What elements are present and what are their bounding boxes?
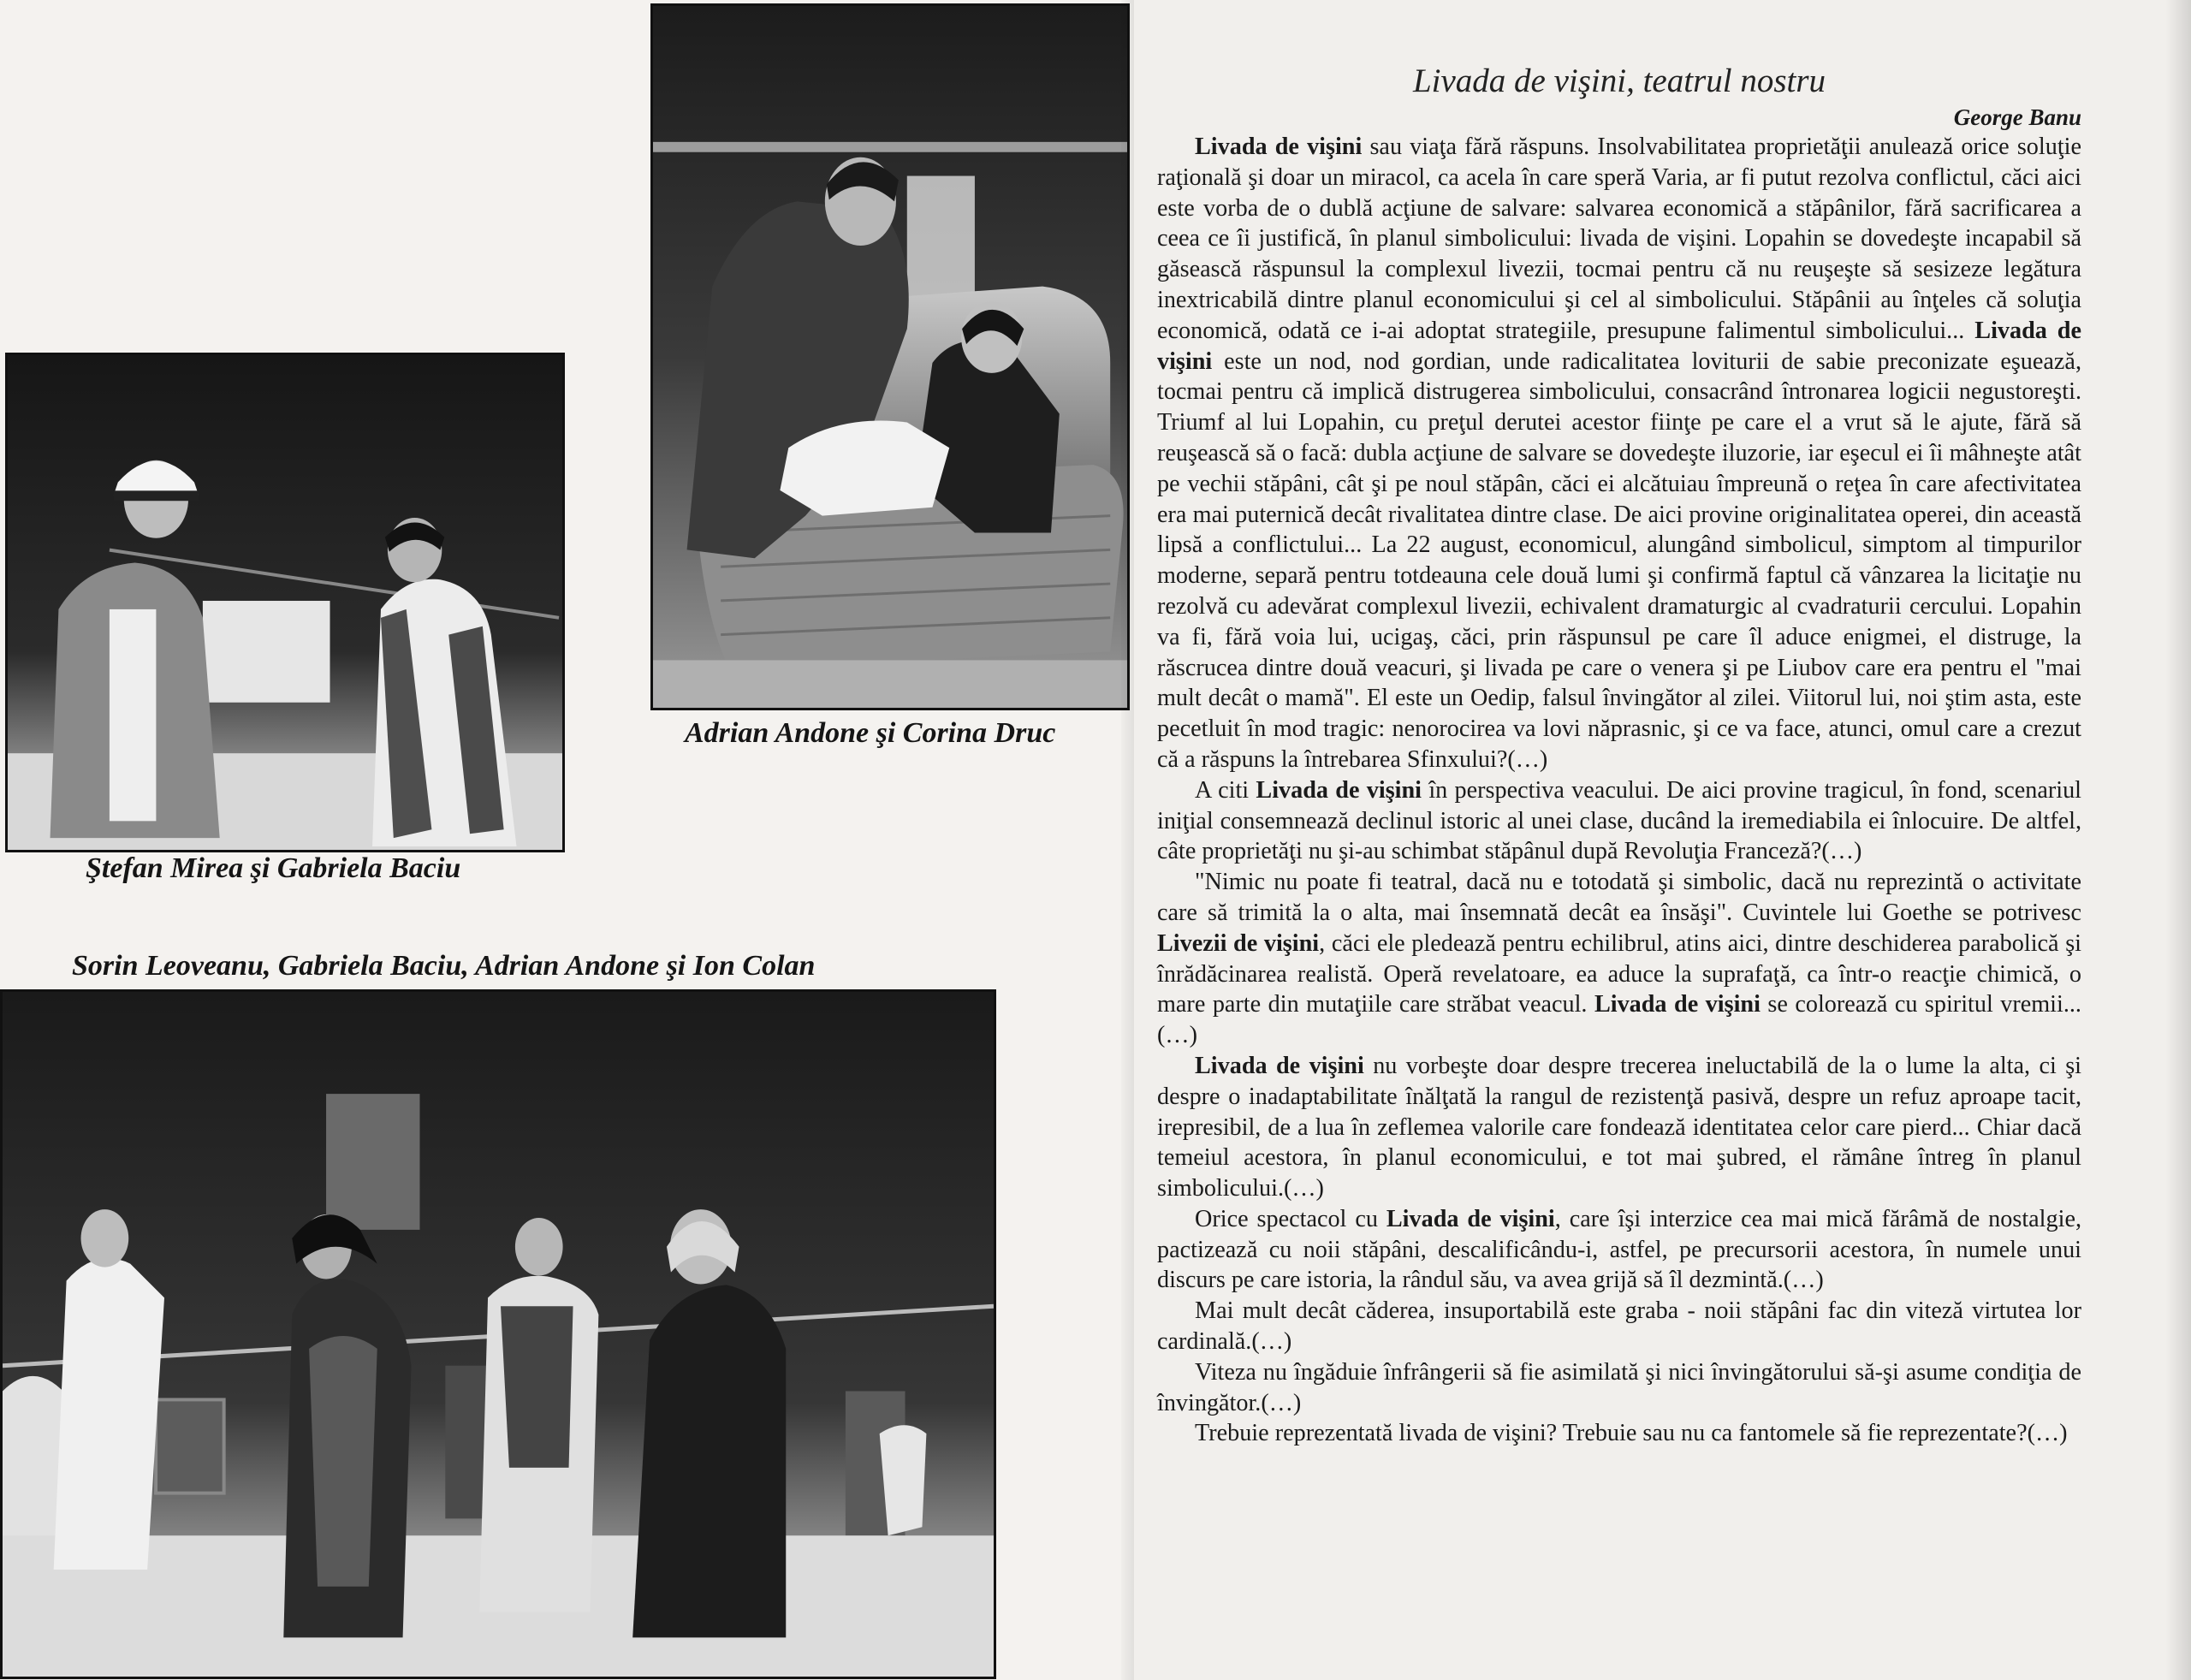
article-paragraph (1157, 1051, 2081, 1204)
article-text: Trebuie reprezentată livada de vişini? Trebuie sau nu ca fantomele să fie reprezentate?(…) (1195, 1420, 2068, 1447)
article-text: este un nod, nod gordian, unde radicalitatea loviturii de sabie preconizate eşuează, tocmai pentru că implică distrugerea simbolicului, consacrând întronarea logicii negustoreşti. Triumf al lui Lopahin, cu preţul derutei acestor fiinţe pe care el a vrut să le ajute, fără să reuşească să o facă: dubla acţiune de salvare se dovedeşte iluzorie, iar eşecul ei îi mâhneşte atât pe vechii stăpâni, cât şi pe noul stăpân, căci ei alcătuiau împreună o reţea în care afectivitatea era mai puternică decât rivalitatea dintre clase. De aici provine originalitatea operei, din această lipsă a conflictului... La 22 august, economicul, alungând simbolicul, simptom al timpurilor moderne, separă pentru totdeauna cele două lumi şi confirmă faptul că vânzarea la licitaţie nu rezolvă cu adevărat complexul livezii, echivalent dramaturgic al cvadraturii cercului. Lopahin va fi, fără voia lui, ucigaş, căci, prin răspunsul pe care îl aduce enigmei, el distruge, la răscrucea dintre două veacuri, şi livada pe care o venera şi pe Liubov care era pentru el "mai mult decât o mamă". El este un Oedip, falsul învingător al zilei. Viitorul lui, noi ştim asta, este pecetluit în mod tragic: nenorocirea va lovi năprasnic, şi ce va face, atunci, omul care a crezut că a răspuns la întrebarea Sfinxului?(…) (1157, 347, 2081, 773)
article-bold-title: Livada de vişini (1594, 991, 1761, 1018)
article-paragraph (1157, 132, 2081, 775)
article-bold-title: Livezii de vişini (1157, 929, 1320, 957)
caption-photo-1: Ştefan Mirea şi Gabriela Baciu (86, 852, 461, 884)
article-paragraph (1157, 1357, 2081, 1419)
article-text: sau viaţa fără răspuns. Insolvabilitatea proprietăţii anulează orice soluţie raţională şi doar un miracol, ca acela în care speră Varia, ar fi putut rezolva conflictul, căci aici este vorba de o dublă acţiune de salvare: salvarea economică a stăpânilor, fără sacrificarea a ceea ce îi justifică, în planul simbolicului: livada de vişini. Lopahin se dovedeşte incapabil să găsească răspunsul la complexul livezii, tocmai pentru că nu reuşeşte să sesizeze legătura inextricabilă dintre planul economicului şi cel al simbolicului. Stăpânii au înţeles că soluţia economică, odată ce i-ai adoptat strategiile, presupune falimentul simbolicului... (1157, 134, 2081, 344)
article-paragraph (1157, 867, 2081, 1051)
article-author: George Banu (1953, 104, 2081, 130)
photo-ensemble-cast (0, 989, 996, 1679)
photo-adrian-andone-corina-druc (650, 3, 1130, 710)
article (1157, 60, 2081, 1449)
article-text: "Nimic nu poate fi teatral, dacă nu e totodată şi simbolic, dacă nu reprezintă o activitate care să trimită la o alta, mai însemnată decât ea însăşi". Cuvintele lui Goethe se potrivesc (1157, 869, 2081, 926)
article-text: , care îşi interzice cea mai mică fărâmă de nostalgie, pactizează cu noii stăpâni, descalificându-i, astfel, pe precursorii acestora, în numele unui discurs pe care istoria, la rândul său, va avea grijă să îl dezmintă.(…) (1157, 1205, 2081, 1294)
article-text: Orice spectacol cu (1195, 1205, 1386, 1232)
stage-photo-image (653, 6, 1127, 708)
article-body (1157, 132, 2081, 1449)
page-edge-shadow (2165, 0, 2191, 1680)
article-text: , căci ele pledează pentru echilibrul, atins aici, dintre deschiderea parabolică şi înrădăcinarea realistă. Operă revelatoare, ea aduce la suprafaţă, ca într-o reacţie chimică, o mare parte din mutaţiile care străbat veacul. (1157, 929, 2081, 1018)
article-bold-title: Livada de vişini (1195, 134, 1363, 160)
article-bold-title: Livada de vişini (1386, 1205, 1555, 1232)
stage-photo-image (8, 355, 562, 850)
article-text: Mai mult decât căderea, insuportabilă este graba - noii stăpâni fac din viteză virtutea lor cardinală.(…) (1157, 1297, 2081, 1356)
article-bold-title: Livada de vişini (1256, 776, 1422, 804)
article-text: Viteza nu îngăduie înfrângerii să fie asimilată şi nici învingătorului să-şi asume condiţia de învingător.(…) (1157, 1358, 2081, 1416)
photo-stefan-mirea-gabriela-baciu (5, 353, 565, 852)
article-text: A citi (1195, 776, 1256, 804)
article-paragraph (1157, 1418, 2081, 1449)
caption-photo-3: Sorin Leoveanu, Gabriela Baciu, Adrian Andone şi Ion Colan (72, 950, 816, 982)
article-text: se colorează cu spiritul vremii...(…) (1157, 991, 2081, 1049)
article-paragraph (1157, 1204, 2081, 1296)
article-text: nu vorbeşte doar despre trecerea ineluctabilă de la o lume la alta, ci şi despre o inadaptabilitate înălţată la rangul de rezistenţă pasivă, despre un refuz aproape tacit, irepresibil, de a lua în zeflemea valorile care fondează identitatea celor care pierd... Chiar dacă temeiul acestora, în planul economicului, e tot mai şubred, el rămâne întreg în planul simbolicului.(…) (1157, 1052, 2081, 1202)
article-paragraph (1157, 775, 2081, 867)
article-bold-title: Livada de vişini (1157, 317, 2081, 375)
caption-photo-2: Adrian Andone şi Corina Druc (685, 717, 1056, 749)
article-paragraph (1157, 1296, 2081, 1357)
article-bold-title: Livada de vişini (1195, 1052, 1364, 1079)
stage-photo-image (3, 992, 994, 1677)
article-text: în perspectiva veacului. De aici provine tragicul, în fond, scenariul iniţial consemnează declinul istoric al unei clase, ducând la iremediabila ei înlocuire. De altfel, câte proprietăţi nu şi-au schimbat stăpânul după Revoluţia Franceză?(…) (1157, 776, 2081, 865)
article-title: Livada de vişini, teatrul nostru (1412, 62, 1826, 99)
